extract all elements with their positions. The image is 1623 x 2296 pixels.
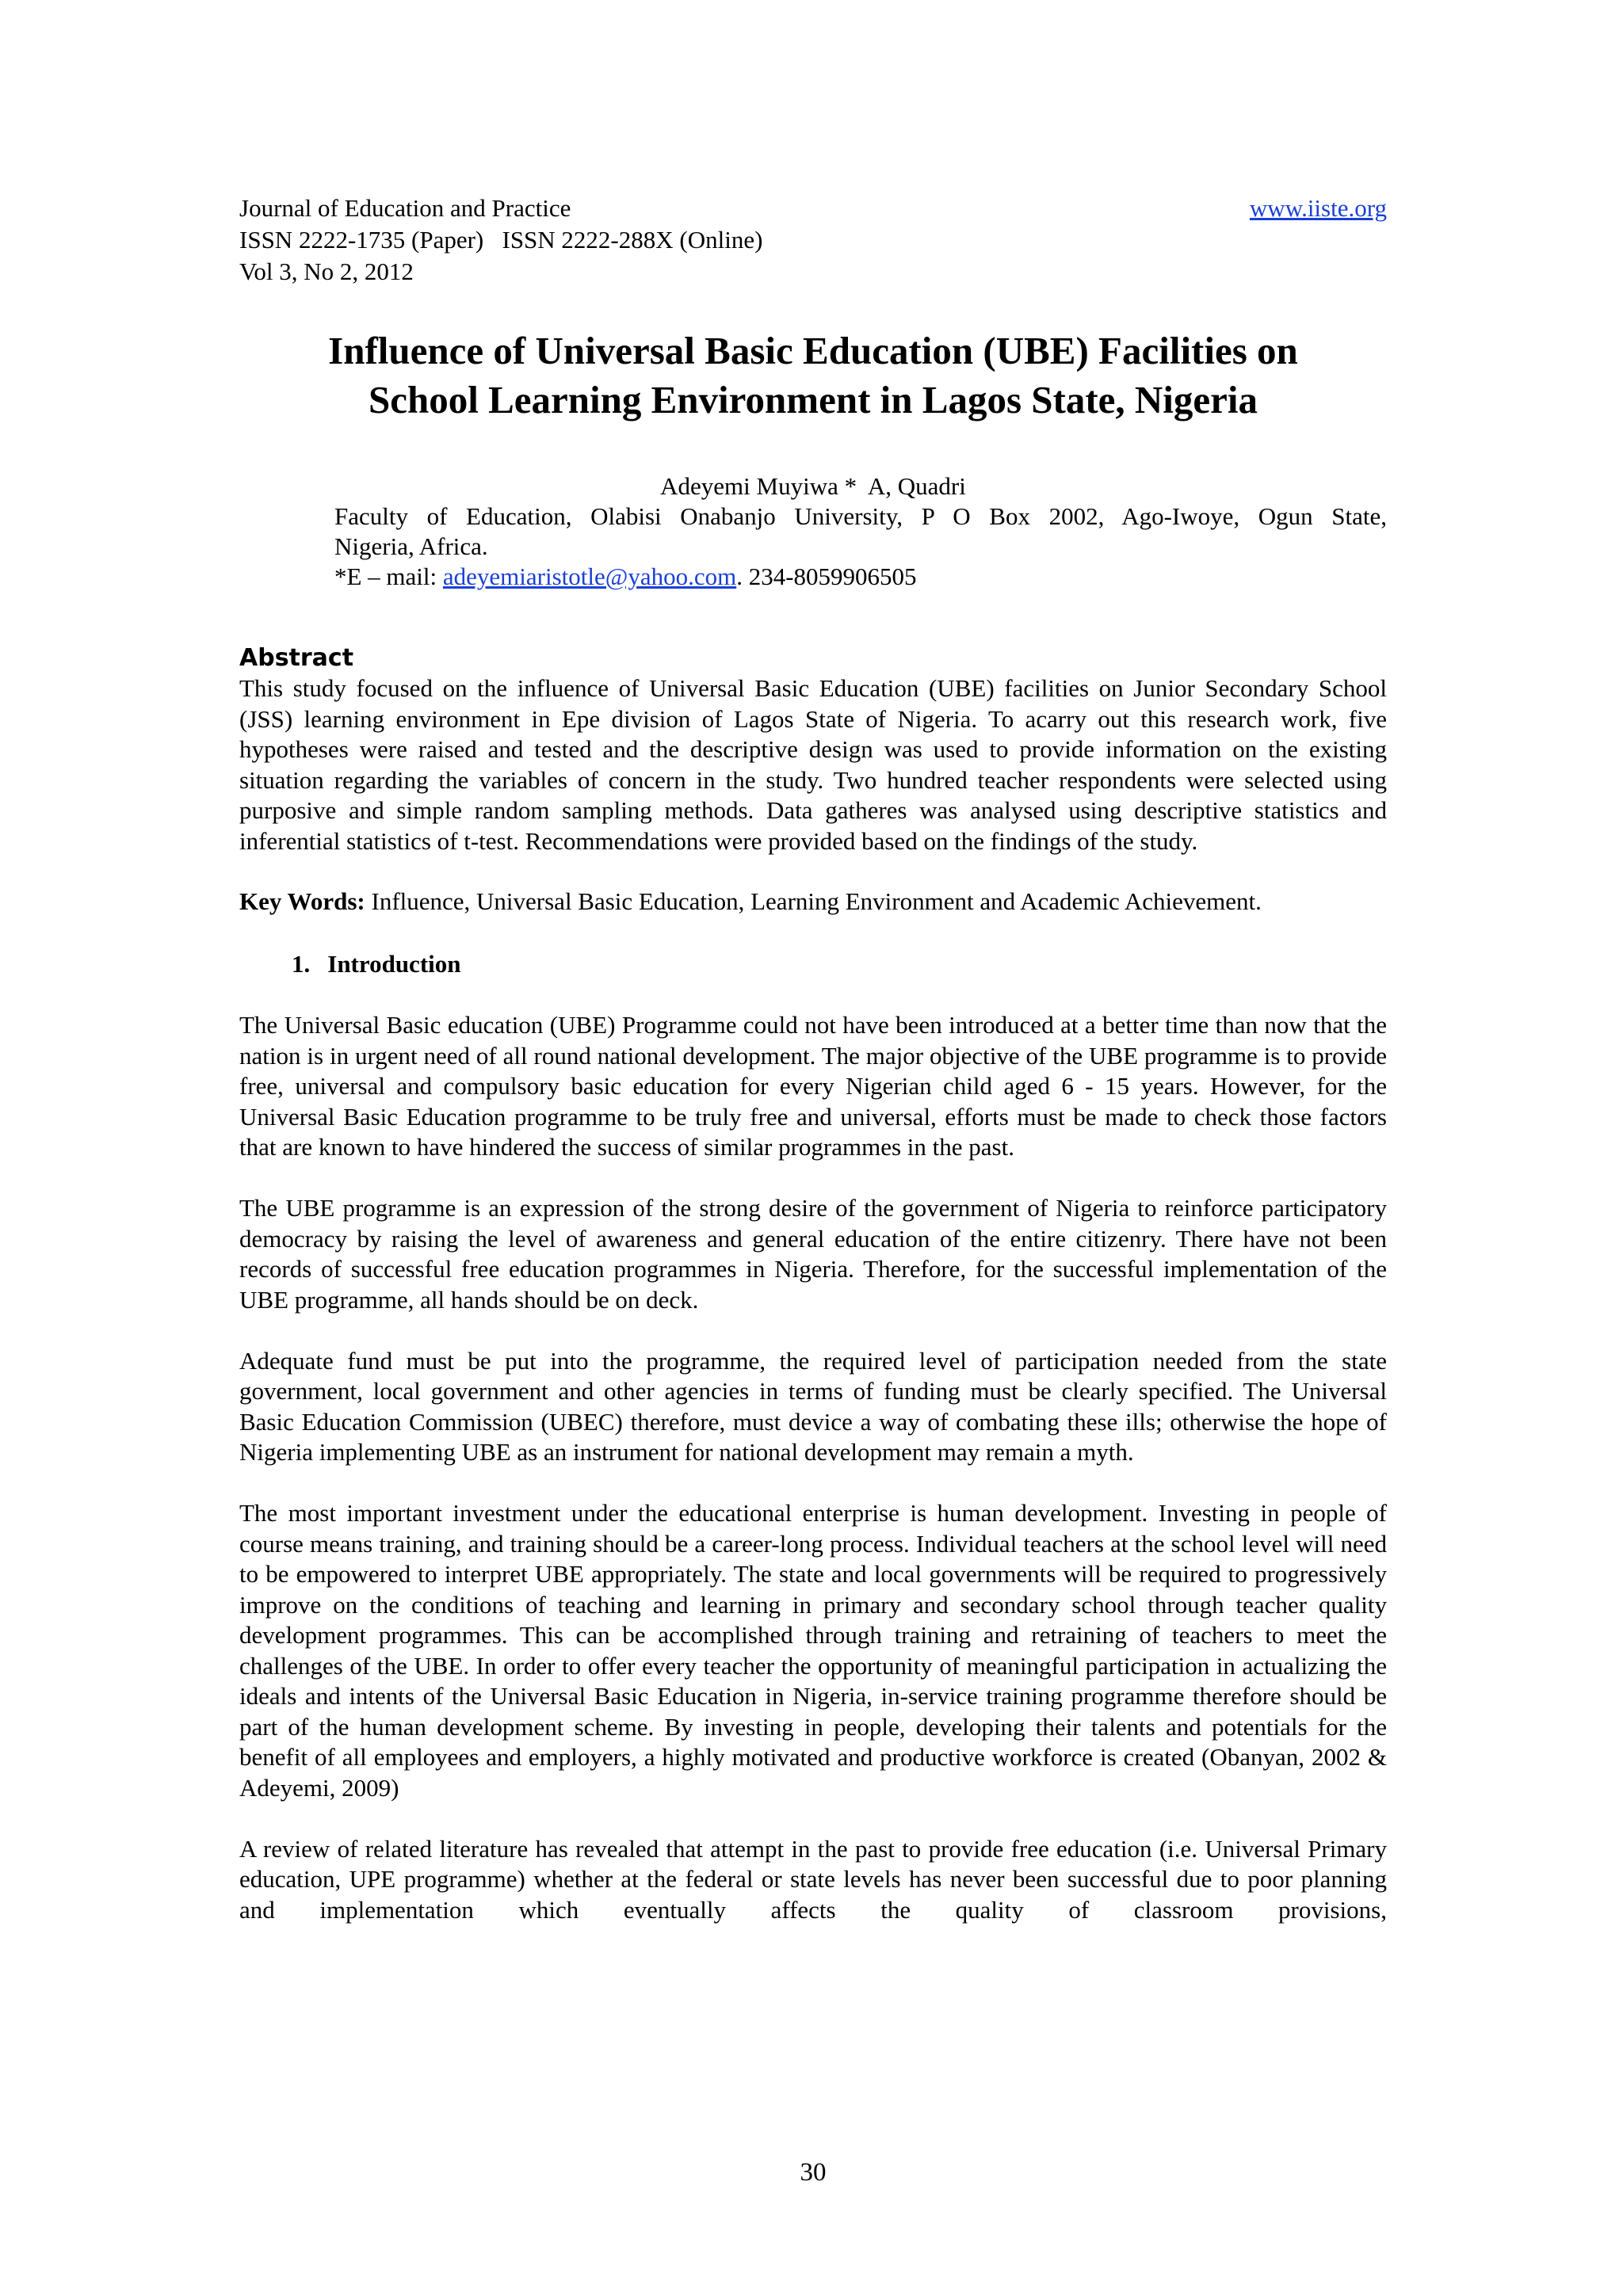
email-link[interactable]: adeyemiaristotle@yahoo.com xyxy=(442,563,737,590)
author-names: Adeyemi Muyiwa * A, Quadri xyxy=(660,472,966,500)
title-line-1: Influence of Universal Basic Education (UBE) Facilities on xyxy=(328,329,1298,372)
title-line-2: School Learning Environment in Lagos State, Nigeria xyxy=(368,378,1258,421)
affiliation-line-2: Nigeria, Africa. xyxy=(334,532,488,560)
keywords-list: Influence, Universal Basic Education, Learning Environment and Academic Achievement. xyxy=(365,887,1262,915)
paragraph: The UBE programme is an expression of the strong desire of the government of Nigeria to reinforce participatory democracy by raising the level of awareness and general education of the entire citizenry. There have not been records of successful free education programmes in Nigeria. Therefore, for the successful implementation of the UBE programme, all hands should be on deck. xyxy=(239,1194,1387,1314)
section-number: 1. xyxy=(292,950,311,978)
journal-url-link[interactable]: www.iiste.org xyxy=(1249,194,1387,222)
author-affiliation xyxy=(334,502,1387,592)
affiliation-line-1: Faculty of Education, Olabisi Onabanjo University, P O Box 2002, Ago-Iwoye, Ogun State, xyxy=(334,502,1387,530)
keywords-label: Key Words: xyxy=(239,887,365,915)
abstract-text: This study focused on the influence of Universal Basic Education (UBE) facilities on Junior Secondary School (JSS) learning environment in Epe division of Lagos State of Nigeria. To acarry out this research work, five hypotheses were raised and tested and the descriptive design was used to provide information on the existing situation regarding the variables of concern in the study. Two hundred teacher respondents were selected using purposive and simple random sampling methods. Data gatheres was analysed using descriptive statistics and inferential statistics of t-test. Recommendations were provided based on the findings of the study. xyxy=(239,674,1387,855)
paragraph: The Universal Basic education (UBE) Programme could not have been introduced at a better time than now that the nation is in urgent need of all round national development. The major objective of the UBE programme is to provide free, universal and compulsory basic education for every Nigerian child aged 6 - 15 years. However, for the Universal Basic Education programme to be truly free and universal, efforts must be made to check those factors that are known to have hindered the success of similar programmes in the past. xyxy=(239,1011,1387,1161)
paragraph: The most important investment under the educational enterprise is human development. Investing in people of course means training, and training should be a career-long process. Individual teachers at the school level will need to be empowered to interpret UBE appropriately. The state and local governments will be required to progressively improve on the conditions of teaching and learning in primary and secondary school through teacher quality development programmes. This can be accomplished through training and retraining of teachers to meet the challenges of the UBE. In order to offer every teacher the opportunity of meaningful participation in actualizing the ideals and intents of the Universal Basic Education in Nigeria, in-service training programme therefore should be part of the human development scheme. By investing in people, developing their talents and potentials for the benefit of all employees and employers, a highly motivated and productive workforce is created (Obanyan, 2002 & Adeyemi, 2009) xyxy=(239,1499,1387,1802)
paper-title xyxy=(239,326,1387,425)
keywords xyxy=(239,887,1387,917)
email-prefix: *E – mail: xyxy=(334,563,443,590)
journal-issn: ISSN 2222-1735 (Paper) ISSN 2222-288X (Online) xyxy=(239,226,763,254)
contact-line xyxy=(334,562,1387,592)
abstract-heading: Abstract xyxy=(239,644,354,672)
journal-header xyxy=(239,193,1387,288)
journal-volume: Vol 3, No 2, 2012 xyxy=(239,257,414,285)
journal-name: Journal of Education and Practice xyxy=(239,194,571,222)
paragraph: A review of related literature has revealed that attempt in the past to provide free education (i.e. Universal Primary education, UPE programme) whether at the federal or state levels has never been successful due to poor planning and implementation which eventually affects the quality of classroom provisions, xyxy=(239,1834,1387,1924)
paragraph: Adequate fund must be put into the programme, the required level of participation needed from the state government, local government and other agencies in terms of funding must be clearly specified. The Universal Basic Education Commission (UBEC) therefore, must device a way of combating these ills; otherwise the hope of Nigeria implementing UBE as an instrument for national development may remain a myth. xyxy=(239,1346,1387,1466)
phone-number: . 234-8059906505 xyxy=(736,563,917,590)
section-title: Introduction xyxy=(327,950,461,978)
introduction-body xyxy=(239,1010,1387,1956)
section-heading-introduction xyxy=(292,949,461,979)
page-number: 30 xyxy=(800,2158,827,2187)
